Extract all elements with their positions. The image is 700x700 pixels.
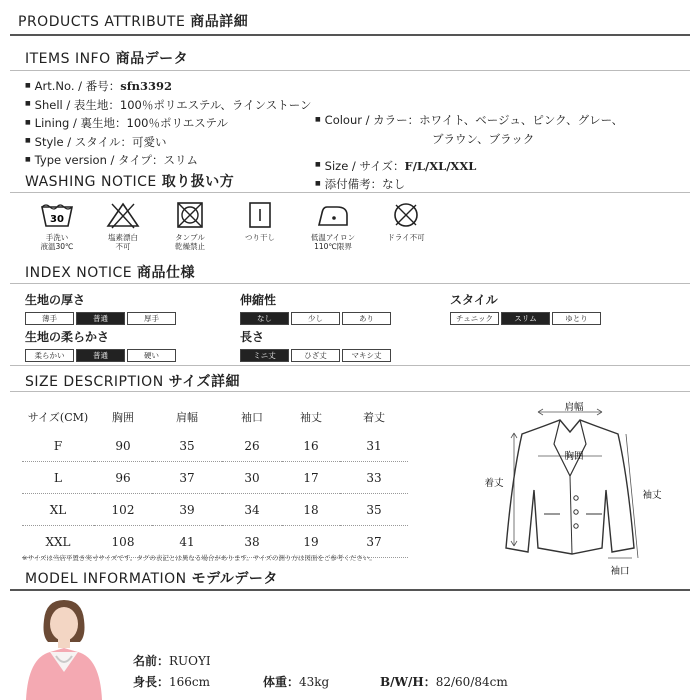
- info-value: sfn3392: [120, 79, 173, 93]
- model-bwh: [380, 673, 508, 690]
- size-cell: 30: [222, 462, 282, 494]
- wash-label: 手洗い: [45, 233, 69, 242]
- size-jp: サイズ詳細: [168, 374, 241, 390]
- info-value: 100％ポリエステル: [126, 116, 228, 130]
- model-weight-label: 体重：: [263, 675, 300, 689]
- wash-label: 乾燥禁止: [175, 242, 205, 251]
- size-header: 胸囲: [112, 411, 134, 424]
- index-option: あり: [342, 312, 391, 325]
- wash-item: [22, 201, 92, 251]
- info-value: 可愛い: [132, 134, 167, 149]
- size-en: SIZE DESCRIPTION: [25, 374, 164, 390]
- wash-label: 低温アイロン: [310, 233, 356, 242]
- size-header: サイズ(CM): [27, 411, 89, 424]
- wash-item: [298, 201, 368, 251]
- wash-item: [371, 201, 441, 242]
- size-cell: 19: [282, 526, 340, 558]
- wash-item: [88, 201, 158, 251]
- index-option: 厚手: [127, 312, 176, 325]
- size-title: [25, 371, 240, 391]
- index-option: 薄手: [25, 312, 74, 325]
- wash-item: [225, 201, 295, 242]
- index-option: 柔らかい: [25, 349, 74, 362]
- diagram-label-shoulder: 肩幅: [564, 402, 584, 413]
- size-cell: 16: [282, 430, 340, 462]
- no-bleach-icon: [106, 201, 140, 229]
- diagram-label-cuff: 袖口: [610, 566, 630, 577]
- diagram-label-length: 着丈: [484, 478, 504, 489]
- info-row-size: [315, 157, 623, 176]
- washing-en: WASHING NOTICE: [25, 174, 157, 190]
- index-label: 生地の厚さ: [25, 293, 86, 307]
- info-row-colour-cont: ブラウン、ブラック: [432, 131, 535, 146]
- wash-label: ドライ不可: [387, 233, 425, 242]
- items-info-jp: 商品データ: [115, 51, 189, 67]
- size-cell: 39: [152, 494, 222, 526]
- diagram-label-sleeve: 袖丈: [642, 490, 662, 501]
- index-title: [25, 262, 195, 282]
- size-cell: 102: [94, 494, 152, 526]
- divider: [10, 283, 690, 284]
- size-cell: 41: [152, 526, 222, 558]
- index-label: 長さ: [240, 330, 265, 344]
- model-height-label: 身長：: [133, 675, 170, 689]
- items-info-right: [315, 111, 623, 194]
- info-label: Style / スタイル：: [34, 134, 133, 149]
- info-label: Colour / カラー：: [324, 113, 420, 127]
- model-height: [133, 673, 210, 690]
- products-attribute-en: PRODUCTS ATTRIBUTE: [18, 14, 186, 30]
- info-label: Art.No. / 番号：: [34, 79, 121, 93]
- products-attribute-jp: 商品詳細: [190, 14, 249, 30]
- index-option: ゆとり: [552, 312, 601, 325]
- size-cell: L: [22, 462, 94, 494]
- items-info-title: [25, 48, 188, 68]
- size-cell: 35: [340, 494, 408, 526]
- index-softness: [25, 328, 176, 362]
- index-option: マキシ丈: [342, 349, 391, 362]
- info-label: 添付備考：: [324, 177, 383, 191]
- divider: [10, 391, 690, 392]
- divider: [10, 365, 690, 366]
- index-en: INDEX NOTICE: [25, 265, 133, 281]
- size-header: 肩幅: [176, 411, 198, 424]
- size-header: 着丈: [363, 411, 385, 424]
- info-label: Type version / タイプ：: [34, 153, 164, 167]
- size-cell: 17: [282, 462, 340, 494]
- index-option: ひざ丈: [291, 349, 340, 362]
- model-title: [25, 568, 278, 588]
- info-row-extra: [315, 175, 623, 194]
- divider: [10, 70, 690, 71]
- wash-label: 塩素漂白: [108, 233, 138, 242]
- hang-dry-icon: [243, 201, 277, 229]
- model-bwh-label: B/W/H：: [380, 675, 436, 689]
- size-cell: F: [22, 430, 94, 462]
- info-row-style: [25, 133, 312, 152]
- info-row-artno: [25, 77, 312, 96]
- wash-label: 不可: [115, 242, 131, 251]
- index-option: チュニック: [450, 312, 499, 325]
- size-cell: 18: [282, 494, 340, 526]
- diagram-label-chest: 胸囲: [564, 451, 584, 462]
- no-dry-clean-icon: [389, 201, 423, 229]
- index-style: [450, 291, 601, 325]
- model-bwh-value: 82/60/84cm: [435, 675, 508, 689]
- size-row: [22, 494, 408, 526]
- size-table-header: [22, 404, 408, 430]
- size-cell: 38: [222, 526, 282, 558]
- wash-label: 液温30℃: [40, 242, 74, 251]
- size-cell: 96: [94, 462, 152, 494]
- divider: [10, 34, 690, 36]
- jacket-lapel: [554, 420, 586, 476]
- wash-label: 110℃限界: [314, 242, 352, 251]
- info-value: ホワイト、ベージュ、ピンク、グレー、: [419, 113, 624, 127]
- size-cell: 108: [94, 526, 152, 558]
- index-label: スタイル: [450, 293, 498, 307]
- washing-title: [25, 171, 234, 191]
- info-row-type: [25, 151, 312, 170]
- index-option: 硬い: [127, 349, 176, 362]
- size-cell: XL: [22, 494, 94, 526]
- divider: [10, 192, 690, 193]
- washing-jp: 取り扱い方: [161, 174, 235, 190]
- model-weight-value: 43kg: [299, 675, 330, 689]
- index-stretch: [240, 291, 391, 325]
- info-value: 100％ポリエステル、ラインストーン: [119, 97, 312, 112]
- model-height-value: 166cm: [169, 675, 211, 689]
- hand-wash-30-icon: [40, 201, 74, 229]
- info-row-shell: [25, 96, 312, 115]
- size-cell: 31: [340, 430, 408, 462]
- info-value: スリム: [163, 153, 198, 167]
- size-cell: 35: [152, 430, 222, 462]
- no-tumble-dry-icon: [173, 201, 207, 229]
- index-option: 少し: [291, 312, 340, 325]
- size-header: 袖口: [241, 411, 263, 424]
- size-cell: 37: [340, 526, 408, 558]
- size-header: 袖丈: [300, 411, 322, 424]
- size-cell: 34: [222, 494, 282, 526]
- size-cell: 26: [222, 430, 282, 462]
- model-name-label: 名前：: [133, 654, 170, 668]
- index-option-selected: 普通: [76, 349, 125, 362]
- index-length: [240, 328, 391, 362]
- index-option-selected: ミニ丈: [240, 349, 289, 362]
- model-en: MODEL INFORMATION: [25, 571, 187, 587]
- model-name: [133, 652, 211, 669]
- size-note: ※サイズは当店平置き実寸サイズです。タグの表記とは異なる場合があります。サイズの測り方は図面をご参考ください。: [22, 554, 376, 562]
- wash-temp: 30: [50, 214, 64, 225]
- info-value: F/L/XL/XXL: [404, 158, 477, 173]
- products-attribute-title: [18, 11, 248, 31]
- index-option-selected: 普通: [76, 312, 125, 325]
- size-cell: 37: [152, 462, 222, 494]
- size-row: [22, 462, 408, 494]
- index-option-selected: スリム: [501, 312, 550, 325]
- info-label: Size / サイズ：: [324, 158, 405, 173]
- model-jp: モデルデータ: [191, 571, 278, 587]
- jacket-diagram: [478, 398, 668, 580]
- index-thickness: [25, 291, 176, 325]
- items-info-en: ITEMS INFO: [25, 51, 111, 67]
- info-row-colour: [315, 111, 623, 130]
- info-row-lining: [25, 114, 312, 133]
- model-photo: [20, 596, 108, 700]
- sleeve-line: [626, 434, 638, 558]
- index-label: 生地の柔らかさ: [25, 330, 110, 344]
- info-label: Lining / 裏生地：: [34, 116, 127, 130]
- items-info-left: [25, 77, 312, 170]
- info-label: Shell / 表生地：: [34, 97, 120, 112]
- index-label: 伸縮性: [240, 293, 277, 307]
- wash-label: タンブル: [175, 233, 205, 242]
- index-jp: 商品仕様: [137, 265, 196, 281]
- divider: [10, 589, 690, 591]
- size-row: [22, 430, 408, 462]
- model-weight: [263, 673, 329, 690]
- size-cell: XXL: [22, 526, 94, 558]
- index-option-selected: なし: [240, 312, 289, 325]
- wash-label: つり干し: [245, 233, 275, 242]
- info-value: なし: [382, 177, 406, 191]
- size-cell: 33: [340, 462, 408, 494]
- size-cell: 90: [94, 430, 152, 462]
- size-table: [22, 404, 408, 558]
- low-iron-icon: [315, 201, 351, 229]
- wash-item: [155, 201, 225, 251]
- model-name-value: RUOYI: [169, 654, 211, 668]
